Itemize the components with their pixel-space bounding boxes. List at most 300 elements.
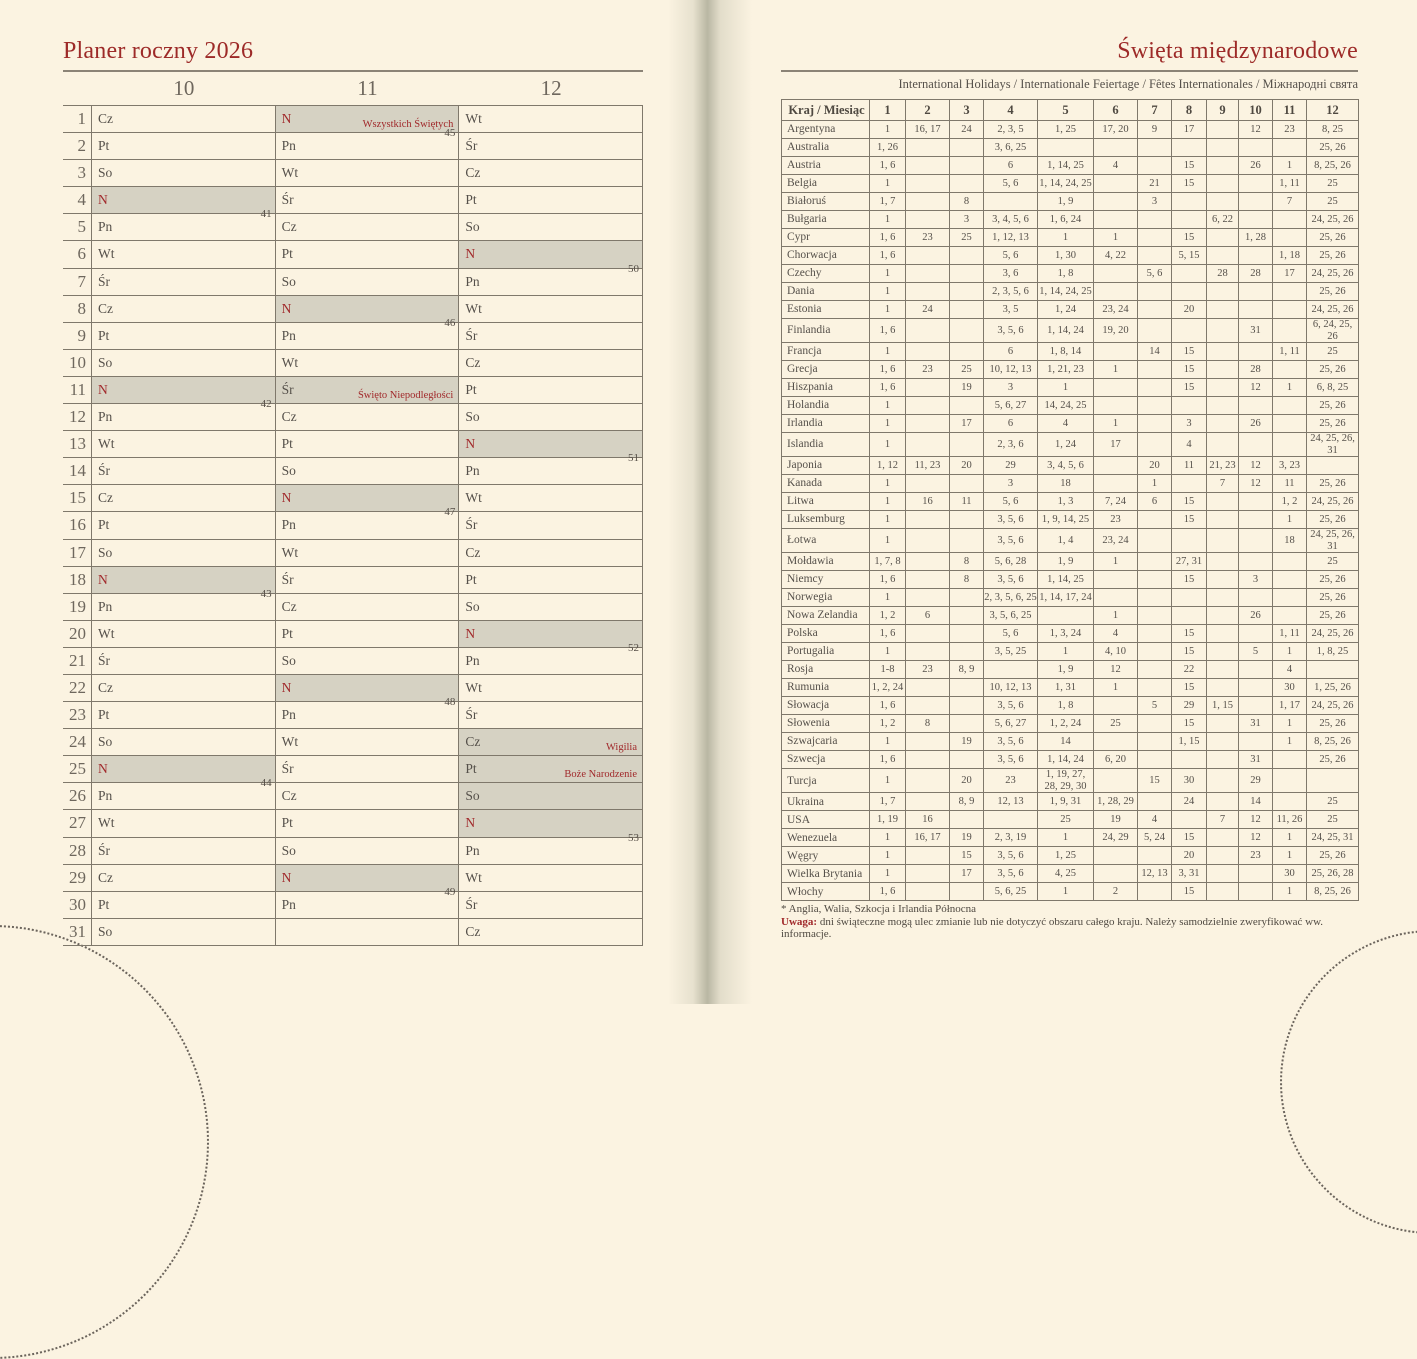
week-number: 52	[628, 641, 640, 654]
month-days-cell: 4	[1273, 661, 1307, 679]
month-days-cell: 1	[870, 175, 906, 193]
month-header-10: 10	[173, 76, 195, 100]
month-days-cell: 1, 25	[1038, 847, 1094, 865]
weekday-label: Pt	[465, 571, 477, 587]
calendar-row	[63, 376, 643, 403]
month-days-cell	[1307, 457, 1359, 475]
calendar-row	[63, 430, 643, 457]
month-days-cell: 1	[1094, 361, 1138, 379]
month-days-cell	[1172, 139, 1207, 157]
day-number: 23	[63, 702, 92, 728]
month-days-cell: 15	[1172, 511, 1207, 529]
month-days-cell: 2, 3, 19	[984, 829, 1038, 847]
day-cell	[92, 323, 276, 349]
day-number: 16	[63, 512, 92, 538]
month-days-cell: 10, 12, 13	[984, 361, 1038, 379]
weekday-label: N	[465, 436, 476, 452]
month-days-cell	[1273, 397, 1307, 415]
day-number: 8	[63, 296, 92, 322]
month-days-cell: 25, 26, 28	[1307, 865, 1359, 883]
month-days-cell: 5	[1138, 697, 1172, 715]
week-number: 43	[260, 587, 272, 600]
month-days-cell	[1094, 571, 1138, 589]
week-number: 50	[628, 262, 640, 275]
month-days-cell	[1273, 283, 1307, 301]
month-days-cell: 25, 26	[1307, 607, 1359, 625]
weekday-label: Śr	[98, 842, 111, 858]
month-days-cell: 1	[1273, 511, 1307, 529]
month-days-cell: 23, 24	[1094, 301, 1138, 319]
day-number: 3	[63, 160, 92, 186]
month-days-cell: 19	[950, 733, 984, 751]
month-days-cell	[950, 511, 984, 529]
country-cell: Szwecja	[782, 751, 870, 769]
month-days-cell: 25	[1307, 793, 1359, 811]
month-days-cell: 5, 6, 27	[984, 715, 1038, 733]
weekday-label: So	[465, 598, 480, 614]
table-row	[782, 811, 1359, 829]
month-days-cell	[1172, 265, 1207, 283]
month-days-cell: 3	[984, 379, 1038, 397]
day-cell	[459, 831, 643, 864]
month-days-cell: 24, 25, 26	[1307, 493, 1359, 511]
month-days-cell: 1, 2, 24	[870, 679, 906, 697]
country-cell: Luksemburg	[782, 511, 870, 529]
month-days-cell: 16	[906, 811, 950, 829]
month-days-cell: 1, 17	[1273, 697, 1307, 715]
month-days-cell: 6	[906, 607, 950, 625]
month-days-cell: 3, 5	[984, 301, 1038, 319]
month-days-cell: 15	[1172, 715, 1207, 733]
month-days-cell	[1094, 589, 1138, 607]
month-days-cell	[950, 157, 984, 175]
table-row	[782, 643, 1359, 661]
month-days-cell	[950, 139, 984, 157]
holidays-header-row	[782, 100, 1359, 121]
month-days-cell: 3, 5, 6	[984, 697, 1038, 715]
table-row	[782, 571, 1359, 589]
month-days-cell: 25, 26	[1307, 247, 1359, 265]
month-days-cell: 3, 5, 25	[984, 643, 1038, 661]
month-days-cell	[1207, 829, 1239, 847]
month-days-cell: 1	[870, 343, 906, 361]
day-cell	[459, 567, 643, 593]
calendar-row	[63, 918, 643, 945]
month-days-cell: 17	[1273, 265, 1307, 283]
month-days-cell: 25	[1094, 715, 1138, 733]
month-days-cell: 14, 24, 25	[1038, 397, 1094, 415]
month-days-cell: 18	[1038, 475, 1094, 493]
month-days-cell	[906, 643, 950, 661]
table-row	[782, 121, 1359, 139]
header-month-cell: 12	[1307, 100, 1359, 121]
month-days-cell: 16, 17	[906, 829, 950, 847]
month-days-cell: 24, 25, 31	[1307, 829, 1359, 847]
month-days-cell: 3	[950, 211, 984, 229]
month-days-cell	[1207, 769, 1239, 793]
weekday-label: N	[465, 246, 476, 262]
day-cell	[459, 160, 643, 186]
month-days-cell: 15	[1172, 175, 1207, 193]
month-days-cell: 10, 12, 13	[984, 679, 1038, 697]
month-days-cell: 4	[1094, 625, 1138, 643]
month-days-cell	[1273, 553, 1307, 571]
calendar-row	[63, 641, 643, 674]
month-days-cell	[1172, 751, 1207, 769]
weekday-label: Pt	[281, 815, 293, 831]
calendar-row	[63, 208, 643, 240]
day-cell	[92, 133, 276, 159]
weekday-label: Pt	[281, 625, 293, 641]
month-days-cell: 1, 4	[1038, 529, 1094, 553]
country-cell: Rumunia	[782, 679, 870, 697]
day-cell	[459, 431, 643, 457]
month-days-cell	[1207, 847, 1239, 865]
month-days-cell	[950, 265, 984, 283]
weekday-label: So	[465, 219, 480, 235]
country-cell: Grecja	[782, 361, 870, 379]
week-number: 49	[444, 885, 456, 898]
month-days-cell: 1, 11	[1273, 175, 1307, 193]
month-days-cell: 25, 26	[1307, 283, 1359, 301]
country-cell: Łotwa	[782, 529, 870, 553]
weekday-label: Cz	[281, 409, 297, 425]
month-days-cell: 8, 9	[950, 661, 984, 679]
month-days-cell	[1138, 415, 1172, 433]
month-days-cell: 12	[1239, 121, 1273, 139]
table-row	[782, 247, 1359, 265]
header-month-cell: 6	[1094, 100, 1138, 121]
month-days-cell: 1	[1038, 379, 1094, 397]
month-days-cell: 1	[1094, 607, 1138, 625]
weekday-label: So	[281, 842, 296, 858]
day-number: 7	[63, 269, 92, 295]
weekday-label: Pn	[281, 896, 296, 912]
month-days-cell	[1207, 793, 1239, 811]
month-days-cell: 4	[1094, 157, 1138, 175]
day-number: 26	[63, 783, 92, 809]
month-days-cell: 25, 26	[1307, 361, 1359, 379]
month-days-cell	[1207, 175, 1239, 193]
month-days-cell	[1094, 769, 1138, 793]
month-days-cell	[950, 175, 984, 193]
month-days-cell	[1239, 343, 1273, 361]
month-days-cell	[1207, 715, 1239, 733]
country-cell: Szwajcaria	[782, 733, 870, 751]
country-cell: Niemcy	[782, 571, 870, 589]
month-days-cell: 1, 24	[1038, 433, 1094, 457]
month-days-cell: 4, 22	[1094, 247, 1138, 265]
month-days-cell: 4	[1138, 811, 1172, 829]
country-cell: Japonia	[782, 457, 870, 475]
day-cell	[459, 404, 643, 430]
month-days-cell	[1273, 769, 1307, 793]
day-cell	[459, 641, 643, 674]
month-days-cell: 23	[1273, 121, 1307, 139]
month-days-cell: 5	[1239, 643, 1273, 661]
footnote-regions: * Anglia, Walia, Szkocja i Irlandia Północna	[781, 903, 977, 916]
day-number: 29	[63, 865, 92, 891]
day-number: 31	[63, 919, 92, 945]
month-days-cell	[906, 265, 950, 283]
header-month-cell: 9	[1207, 100, 1239, 121]
month-days-cell: 3, 5, 6	[984, 865, 1038, 883]
month-days-cell: 7, 24	[1094, 493, 1138, 511]
month-days-cell: 16	[906, 493, 950, 511]
month-days-cell: 1	[1094, 415, 1138, 433]
month-days-cell	[950, 679, 984, 697]
country-cell: USA	[782, 811, 870, 829]
weekday-label: N	[98, 761, 108, 777]
country-cell: Polska	[782, 625, 870, 643]
day-cell	[92, 296, 276, 322]
month-days-cell	[1307, 661, 1359, 679]
day-cell	[276, 316, 460, 349]
month-days-cell: 3, 6	[984, 265, 1038, 283]
month-days-cell	[1207, 121, 1239, 139]
table-row	[782, 343, 1359, 361]
weekday-label: Pn	[465, 463, 480, 479]
day-cell	[92, 756, 276, 782]
month-days-cell: 1	[1038, 883, 1094, 901]
month-days-cell: 1	[1273, 157, 1307, 175]
table-row	[782, 715, 1359, 733]
month-days-cell: 1, 9	[1038, 553, 1094, 571]
month-days-cell: 12	[1239, 811, 1273, 829]
month-days-cell	[1138, 529, 1172, 553]
month-days-cell: 25, 26	[1307, 397, 1359, 415]
table-row	[782, 301, 1359, 319]
table-row	[782, 697, 1359, 715]
month-days-cell	[1207, 865, 1239, 883]
month-days-cell	[1207, 643, 1239, 661]
weekday-label: Wt	[465, 679, 482, 695]
weekday-label: Pt	[98, 707, 110, 723]
month-days-cell	[1207, 493, 1239, 511]
country-cell: Bułgaria	[782, 211, 870, 229]
month-days-cell	[1273, 433, 1307, 457]
day-number: 1	[63, 106, 92, 132]
month-days-cell: 29	[984, 457, 1038, 475]
month-days-cell: 25, 26	[1307, 511, 1359, 529]
month-days-cell: 25, 26	[1307, 229, 1359, 247]
month-days-cell: 19	[1094, 811, 1138, 829]
month-days-cell	[1138, 433, 1172, 457]
weekday-label: Pt	[465, 761, 477, 777]
month-days-cell: 1, 14, 24	[1038, 319, 1094, 343]
month-days-cell	[1273, 751, 1307, 769]
month-days-cell	[1172, 397, 1207, 415]
month-days-cell: 24, 25, 26	[1307, 265, 1359, 283]
book-gutter-shadow	[668, 0, 752, 1004]
day-number: 20	[63, 621, 92, 647]
day-cell	[459, 512, 643, 538]
holidays-table-head	[782, 100, 1359, 121]
month-days-cell	[950, 433, 984, 457]
day-number: 18	[63, 567, 92, 593]
month-days-cell: 1, 6	[870, 883, 906, 901]
month-days-cell: 6	[984, 415, 1038, 433]
month-days-cell	[1172, 193, 1207, 211]
month-days-cell: 1	[1273, 847, 1307, 865]
table-row	[782, 553, 1359, 571]
calendar-row	[63, 262, 643, 295]
month-days-cell	[1207, 247, 1239, 265]
month-days-cell: 1, 8	[1038, 697, 1094, 715]
week-number: 53	[628, 831, 640, 844]
weekday-label: N	[281, 490, 292, 506]
month-days-cell: 1, 8, 14	[1038, 343, 1094, 361]
country-cell: Kanada	[782, 475, 870, 493]
day-cell	[459, 783, 643, 809]
month-days-cell: 1, 30	[1038, 247, 1094, 265]
month-days-cell	[1138, 283, 1172, 301]
month-days-cell: 31	[1239, 319, 1273, 343]
month-days-cell	[1138, 511, 1172, 529]
month-days-cell: 4	[1172, 433, 1207, 457]
month-days-cell: 24, 25, 26	[1307, 211, 1359, 229]
month-days-cell	[1207, 157, 1239, 175]
month-days-cell: 1	[1094, 229, 1138, 247]
month-days-cell	[950, 625, 984, 643]
weekday-label: Śr	[281, 381, 294, 397]
weekday-label: Wt	[465, 490, 482, 506]
month-days-cell: 1	[1273, 643, 1307, 661]
month-days-cell: 1, 28	[1239, 229, 1273, 247]
calendar-row	[63, 398, 643, 430]
right-page	[781, 36, 1358, 940]
month-days-cell	[1207, 361, 1239, 379]
calendar-row	[63, 316, 643, 349]
month-days-cell	[1239, 883, 1273, 901]
day-cell	[92, 919, 276, 945]
weekday-label: N	[281, 679, 292, 695]
month-days-cell	[1138, 361, 1172, 379]
month-days-cell: 1	[870, 211, 906, 229]
month-days-cell: 12, 13	[1138, 865, 1172, 883]
month-days-cell: 16, 17	[906, 121, 950, 139]
month-days-cell: 25	[950, 361, 984, 379]
month-days-cell: 14	[1138, 343, 1172, 361]
month-days-cell: 3, 5, 6, 25	[984, 607, 1038, 625]
month-days-cell: 25	[1307, 553, 1359, 571]
day-cell	[92, 160, 276, 186]
day-cell	[276, 885, 460, 918]
day-cell	[92, 675, 276, 701]
month-days-cell: 17	[1094, 433, 1138, 457]
month-days-cell: 25, 26	[1307, 589, 1359, 607]
day-number: 15	[63, 485, 92, 511]
day-cell	[459, 377, 643, 403]
month-days-cell	[1239, 283, 1273, 301]
month-days-cell: 1	[870, 475, 906, 493]
month-days-cell: 1	[1138, 475, 1172, 493]
day-cell	[92, 810, 276, 836]
week-number: 45	[444, 127, 456, 140]
country-cell: Cypr	[782, 229, 870, 247]
month-days-cell	[1138, 571, 1172, 589]
month-days-cell: 3, 5, 6	[984, 847, 1038, 865]
table-row	[782, 265, 1359, 283]
month-days-cell: 3, 5, 6	[984, 571, 1038, 589]
month-days-cell: 1, 14, 25	[1038, 571, 1094, 589]
month-days-cell	[1172, 475, 1207, 493]
month-days-cell: 7	[1207, 811, 1239, 829]
month-days-cell	[1239, 301, 1273, 319]
table-row	[782, 433, 1359, 457]
month-days-cell: 1	[1273, 379, 1307, 397]
month-days-cell: 1, 28, 29	[1094, 793, 1138, 811]
month-days-cell: 26	[1239, 157, 1273, 175]
day-number: 12	[63, 404, 92, 430]
month-days-cell	[906, 211, 950, 229]
month-days-cell	[906, 529, 950, 553]
day-cell	[459, 106, 643, 132]
table-row	[782, 793, 1359, 811]
month-days-cell	[906, 679, 950, 697]
country-cell: Estonia	[782, 301, 870, 319]
month-days-cell: 24, 25, 26	[1307, 625, 1359, 643]
day-cell	[276, 919, 460, 945]
day-cell	[92, 187, 276, 213]
weekday-label: Pn	[465, 652, 480, 668]
month-days-cell	[906, 511, 950, 529]
month-days-cell: 31	[1239, 715, 1273, 733]
table-row	[782, 589, 1359, 607]
month-days-cell	[1138, 397, 1172, 415]
calendar-row	[63, 885, 643, 918]
day-number: 6	[63, 241, 92, 267]
day-cell	[276, 567, 460, 593]
day-cell	[459, 241, 643, 267]
weekday-label: Wt	[281, 165, 299, 181]
month-days-cell: 25, 26	[1307, 847, 1359, 865]
calendar-row	[63, 674, 643, 701]
month-days-cell	[1239, 733, 1273, 751]
day-cell	[459, 702, 643, 728]
country-cell: Białoruś	[782, 193, 870, 211]
table-row	[782, 769, 1359, 793]
month-days-cell	[1172, 811, 1207, 829]
week-number: 46	[444, 316, 456, 329]
month-days-cell: 3, 31	[1172, 865, 1207, 883]
month-days-cell	[1207, 589, 1239, 607]
month-days-cell: 1, 7, 8	[870, 553, 906, 571]
day-cell	[276, 296, 460, 322]
weekday-label: So	[281, 652, 296, 668]
country-cell: Włochy	[782, 883, 870, 901]
month-days-cell	[906, 553, 950, 571]
country-cell: Nowa Zelandia	[782, 607, 870, 625]
month-days-cell: 1, 6	[870, 625, 906, 643]
month-days-cell: 25, 26	[1307, 415, 1359, 433]
month-days-cell: 12	[1239, 475, 1273, 493]
weekday-label: So	[98, 354, 113, 370]
month-days-cell	[1138, 379, 1172, 397]
month-days-cell: 24, 25, 26, 31	[1307, 433, 1359, 457]
day-cell	[92, 431, 276, 457]
planner-title: Planer roczny 2026	[63, 38, 254, 64]
day-number: 5	[63, 214, 92, 240]
header-month-cell: 10	[1239, 100, 1273, 121]
country-cell: Ukraina	[782, 793, 870, 811]
month-days-cell: 23, 24	[1094, 529, 1138, 553]
month-days-cell	[906, 751, 950, 769]
month-days-cell	[1138, 793, 1172, 811]
footnote-note	[781, 916, 1358, 940]
country-cell: Holandia	[782, 397, 870, 415]
month-days-cell	[1207, 379, 1239, 397]
